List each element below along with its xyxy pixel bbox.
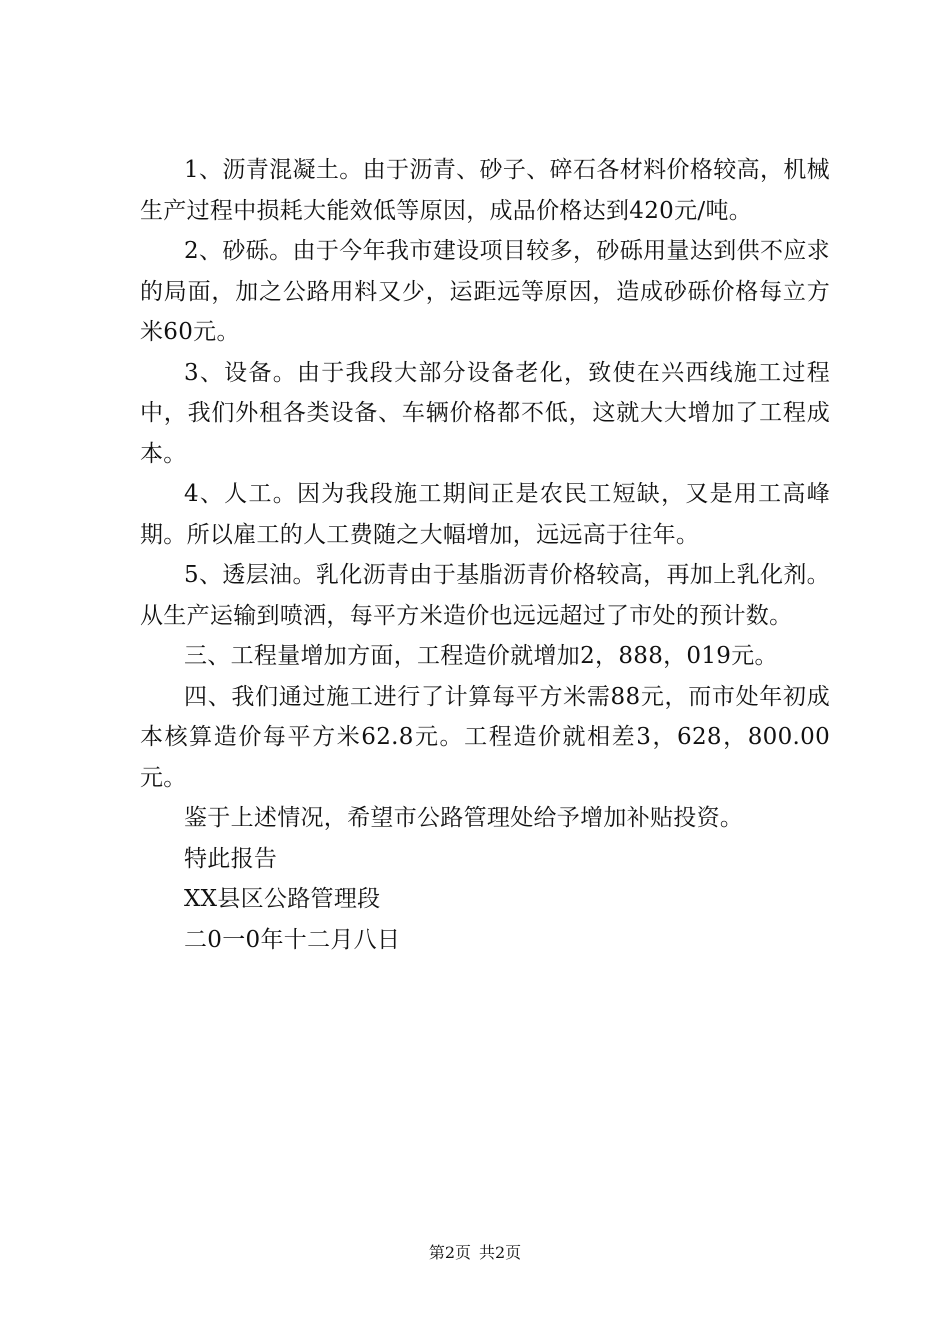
paragraph-quantity-increase: 三、工程量增加方面，工程造价就增加2，888，019元。: [184, 643, 778, 669]
signature-organization: XX县区公路管理段: [184, 886, 381, 912]
paragraph-labor: 4、人工。因为我段施工期间正是农民工短缺，又是用工高峰期。所以雇工的人工费随之大幅增加，远远高于往年。: [140, 481, 830, 548]
page-footer: [0, 1242, 950, 1264]
paragraph-gravel: 2、砂砾。由于今年我市建设项目较多，砂砾用量达到供不应求的局面，加之公路用料又少，运距远等原因，造成砂砾价格每立方米60元。: [140, 238, 830, 345]
page-number: 第2页: [428, 1243, 471, 1262]
paragraph-prime-coat: 5、透层油。乳化沥青由于基脂沥青价格较高，再加上乳化剂。从生产运输到喷洒，每平方米造价也远远超过了市处的预计数。: [140, 562, 830, 629]
document-body: [140, 150, 830, 960]
signature-date: 二0一0年十二月八日: [184, 926, 401, 953]
total-pages: 共2页: [479, 1243, 522, 1262]
closing-statement: 特此报告: [184, 845, 278, 872]
paragraph-asphalt-concrete: 1、沥青混凝土。由于沥青、砂子、碎石各材料价格较高，机械生产过程中损耗大能效低等原因，成品价格达到420元/吨。: [140, 157, 830, 224]
paragraph-cost-difference: 四、我们通过施工进行了计算每平方米需88元，而市处年初成本核算造价每平方米62.8元。工程造价就相差3，628，800.00元。: [140, 683, 830, 791]
paragraph-request: 鉴于上述情况，希望市公路管理处给予增加补贴投资。: [184, 805, 744, 831]
paragraph-equipment: 3、设备。由于我段大部分设备老化，致使在兴西线施工过程中，我们外租各类设备、车辆价格都不低，这就大大增加了工程成本。: [140, 359, 830, 467]
